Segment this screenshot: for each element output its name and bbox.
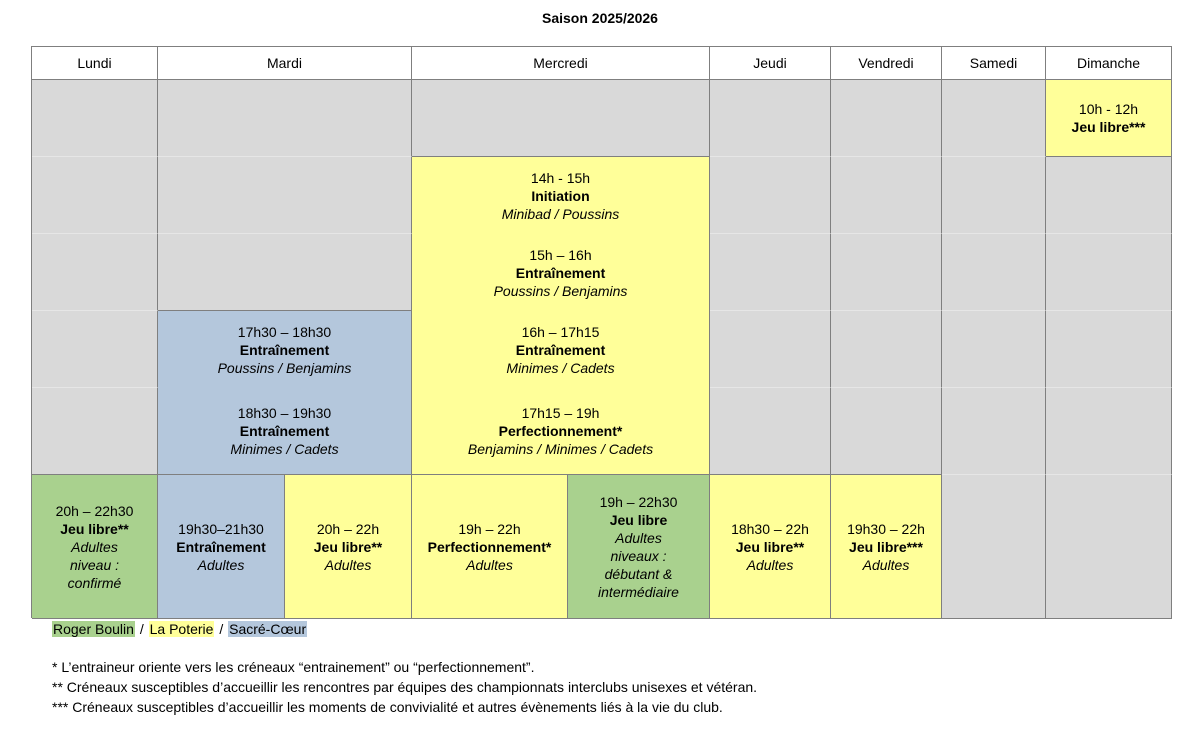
- slot-level: Adultes: [746, 556, 794, 573]
- slot-level: confirmé: [67, 574, 122, 591]
- slot-activity: Perfectionnement*: [427, 538, 552, 555]
- slot-activity: Entraînement: [239, 423, 330, 439]
- footnote-3: *** Créneaux susceptibles d’accueillir les moments de convivialité et autres évènements liés à la vie du club.: [52, 699, 723, 715]
- slot-mercredi-initiation: [412, 157, 710, 234]
- empty-slot: [32, 234, 158, 311]
- empty-slot: [32, 311, 158, 388]
- slot-level: niveau :: [69, 556, 120, 573]
- day-header-vendredi: Vendredi: [831, 47, 942, 80]
- slot-level: niveaux :: [610, 547, 667, 564]
- slot-mercredi-entrainement-2: [412, 311, 710, 388]
- footnote-2: ** Créneaux susceptibles d’accueillir les rencontres par équipes des championnats interclubs unisexes et vétéran.: [52, 679, 758, 695]
- slot-activity: Entraînement: [515, 341, 606, 358]
- slot-level: Minimes / Cadets: [230, 441, 339, 457]
- empty-slot: [710, 388, 831, 475]
- slot-time: 20h – 22h30: [55, 502, 134, 519]
- empty-slot: [710, 234, 831, 311]
- empty-slot: [942, 311, 1046, 388]
- slot-activity: Entraînement: [176, 538, 266, 555]
- empty-slot: [32, 157, 158, 234]
- slot-level: débutant &: [604, 565, 673, 582]
- empty-slot: [1046, 475, 1172, 619]
- slot-time: 19h30–21h30: [178, 520, 264, 537]
- slot-time: 18h30 – 19h30: [237, 405, 332, 421]
- empty-slot: [831, 157, 942, 234]
- slot-activity: Entraînement: [239, 341, 330, 358]
- empty-slot: [942, 80, 1046, 157]
- slot-mardi-entrainement-2: [158, 388, 412, 475]
- slot-time: 17h15 – 19h: [521, 405, 600, 421]
- day-header-lundi: Lundi: [32, 47, 158, 80]
- slot-dimanche-jeu-libre: [1046, 80, 1172, 157]
- slot-mercredi-perfectionnement: [412, 388, 710, 475]
- empty-slot: [1046, 311, 1172, 388]
- slot-vendredi-jeu-libre: [831, 475, 942, 619]
- legend-separator: /: [135, 621, 148, 637]
- slot-level: Benjamins / Minimes / Cadets: [467, 441, 654, 457]
- slot-mardi-jeu-libre: [285, 475, 412, 619]
- empty-slot: [1046, 157, 1172, 234]
- slot-mercredi-perfectionnement-adultes: [412, 475, 568, 619]
- slot-time: 15h – 16h: [529, 246, 592, 263]
- empty-slot: [942, 388, 1046, 475]
- empty-slot: [1046, 234, 1172, 311]
- empty-slot: [942, 157, 1046, 234]
- slot-level: Minibad / Poussins: [501, 205, 620, 222]
- page-title: Saison 2025/2026: [542, 10, 658, 26]
- footnotes: [52, 657, 757, 717]
- slot-level: Adultes: [324, 556, 372, 573]
- empty-slot: [32, 80, 158, 157]
- venue-legend: [52, 620, 307, 638]
- day-header-mercredi: Mercredi: [412, 47, 710, 80]
- slot-time: 20h – 22h: [316, 520, 380, 537]
- slot-time: 18h30 – 22h: [731, 520, 809, 537]
- empty-slot: [158, 157, 412, 234]
- slot-level: Poussins / Benjamins: [217, 359, 352, 376]
- empty-slot: [1046, 388, 1172, 475]
- slot-time: 10h - 12h: [1078, 101, 1139, 117]
- legend-la-poterie: La Poterie: [149, 621, 214, 637]
- legend-sacre-coeur: Sacré-Cœur: [229, 621, 307, 637]
- slot-activity: Jeu libre***: [849, 538, 923, 555]
- slot-time: 19h – 22h: [458, 520, 521, 537]
- slot-mardi-entrainement-adultes: [158, 475, 285, 619]
- slot-level: Minimes / Cadets: [506, 359, 615, 376]
- slot-mardi-entrainement-1: [158, 311, 412, 388]
- empty-slot: [831, 80, 942, 157]
- slot-jeudi-jeu-libre: [710, 475, 831, 619]
- slot-level: Adultes: [71, 538, 118, 555]
- slot-activity: Entraînement: [515, 264, 606, 281]
- slot-activity: Jeu libre**: [60, 520, 129, 537]
- empty-slot: [158, 80, 412, 157]
- empty-slot: [942, 234, 1046, 311]
- slot-activity: Jeu libre**: [313, 538, 383, 555]
- slot-level: Poussins / Benjamins: [493, 282, 628, 299]
- schedule-table: [31, 46, 1172, 618]
- footnote-1: * L’entraineur oriente vers les créneaux “entrainement” ou “perfectionnement”.: [52, 659, 535, 675]
- day-header-mardi: Mardi: [158, 47, 412, 80]
- day-header-samedi: Samedi: [942, 47, 1046, 80]
- empty-slot: [710, 157, 831, 234]
- slot-level: Adultes: [466, 556, 513, 573]
- slot-time: 17h30 – 18h30: [237, 323, 332, 340]
- slot-activity: Perfectionnement*: [498, 423, 623, 439]
- legend-separator: /: [215, 621, 228, 637]
- legend-roger-boulin: Roger Boulin: [53, 621, 134, 637]
- day-header-dimanche: Dimanche: [1046, 47, 1172, 80]
- slot-activity: Jeu libre***: [1071, 119, 1146, 135]
- empty-slot: [32, 388, 158, 475]
- slot-mercredi-jeu-libre: [568, 475, 710, 619]
- empty-slot: [831, 311, 942, 388]
- slot-time: 14h - 15h: [530, 169, 591, 186]
- day-header-jeudi: Jeudi: [710, 47, 831, 80]
- slot-activity: Initiation: [531, 187, 590, 204]
- empty-slot: [412, 80, 710, 157]
- empty-slot: [831, 234, 942, 311]
- slot-time: 19h – 22h30: [599, 493, 678, 510]
- empty-slot: [710, 80, 831, 157]
- empty-slot: [942, 475, 1046, 619]
- slot-level: Adultes: [862, 556, 910, 573]
- slot-level: Adultes: [615, 529, 662, 546]
- slot-lundi-jeu-libre: [32, 475, 158, 619]
- slot-level: intermédiaire: [598, 583, 679, 600]
- slot-activity: Jeu libre**: [735, 538, 805, 555]
- empty-slot: [710, 311, 831, 388]
- slot-level: Adultes: [197, 556, 245, 573]
- slot-mercredi-entrainement-1: [412, 234, 710, 311]
- slot-time: 19h30 – 22h: [847, 520, 925, 537]
- slot-activity: Jeu libre: [609, 511, 668, 528]
- slot-time: 16h – 17h15: [521, 323, 600, 340]
- empty-slot: [831, 388, 942, 475]
- empty-slot: [158, 234, 412, 311]
